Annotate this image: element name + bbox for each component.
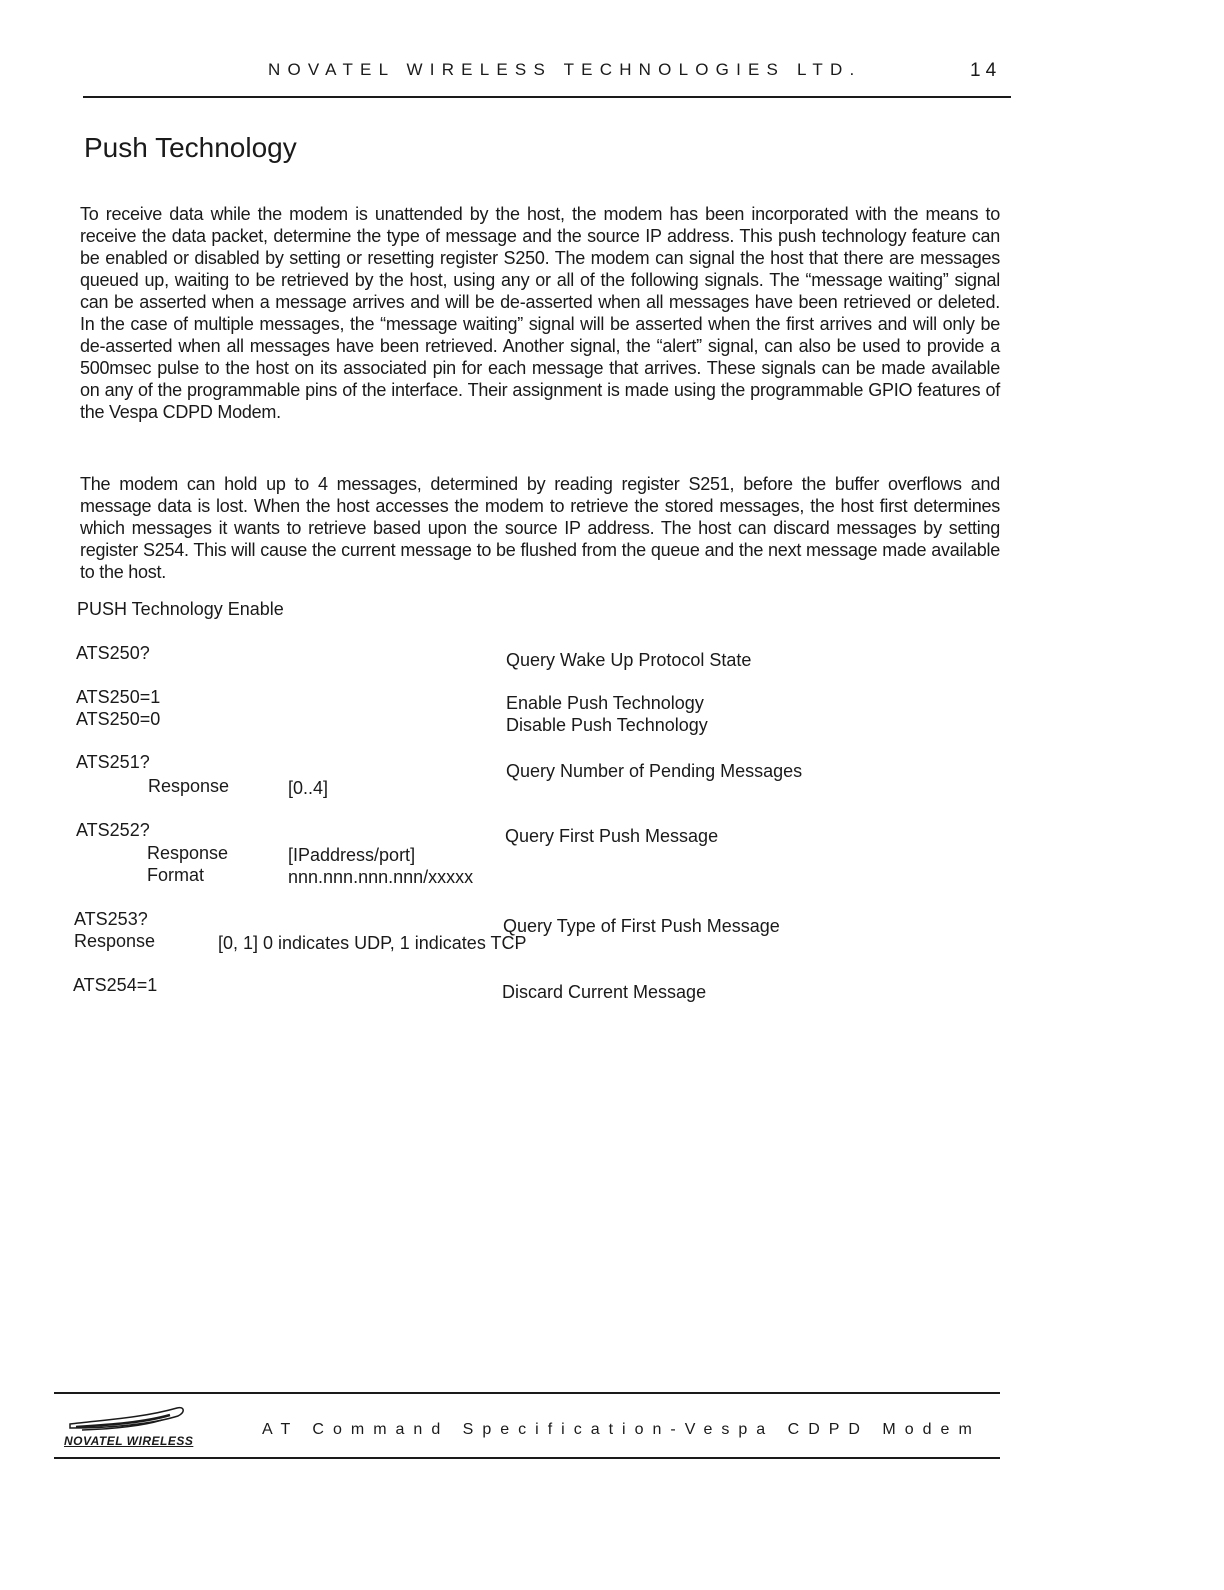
header-company: NOVATEL WIRELESS TECHNOLOGIES LTD. xyxy=(268,60,862,79)
desc-ats254-set: Discard Current Message xyxy=(502,982,707,1002)
page-number: 14 xyxy=(970,60,1002,81)
paragraph-buffer: The modem can hold up to 4 messages, determined by reading register S251, before the buffer overflows and message data is lost. When the host accesses the modem to retrieve the stored messages, the host first determines which messages it wants to retrieve based upon the source IP address. The host can discard messages by setting register S254. This will cause the current message to be flushed from the queue and the next message made available to the host. xyxy=(80,474,1000,582)
cmd-ats250-enable: ATS250=1 xyxy=(76,687,161,707)
desc-ats251-query: Query Number of Pending Messages xyxy=(506,761,803,781)
cmd-ats252-query: ATS252? xyxy=(76,820,150,840)
ats251-response-label: Response xyxy=(148,776,230,796)
cmd-ats251-query: ATS251? xyxy=(76,752,150,772)
footer-rule-top xyxy=(54,1392,1000,1394)
section-title: Push Technology xyxy=(84,132,297,163)
footer-doc-title: AT Command Specification-Vespa CDPD Modem xyxy=(262,1421,981,1438)
ats251-response-value: [0..4] xyxy=(288,778,329,798)
cmd-ats253-query: ATS253? xyxy=(74,909,148,929)
desc-ats252-query: Query First Push Message xyxy=(505,826,719,846)
footer-logo-text: NOVATEL WIRELESS xyxy=(64,1434,194,1448)
ats253-response-label: Response xyxy=(74,931,156,951)
ats252-format-value: nnn.nnn.nnn.nnn/xxxxx xyxy=(288,867,474,887)
footer-rule-bottom xyxy=(54,1457,1000,1459)
ats252-format-label: Format xyxy=(147,865,205,885)
desc-ats250-disable: Disable Push Technology xyxy=(506,715,708,735)
desc-ats250-query: Query Wake Up Protocol State xyxy=(506,650,752,670)
cmd-ats254-set: ATS254=1 xyxy=(73,975,158,995)
ats253-response-value: [0, 1] 0 indicates UDP, 1 indicates TCP xyxy=(218,933,527,953)
desc-ats253-query: Query Type of First Push Message xyxy=(503,916,780,936)
header-rule xyxy=(83,96,1011,98)
commands-heading: PUSH Technology Enable xyxy=(77,599,284,619)
ats252-response-value: [IPaddress/port] xyxy=(288,845,416,865)
paragraph-intro: To receive data while the modem is unattended by the host, the modem has been incorporated with the means to receive the data packet, determine the type of message and the source IP address. This push technology feature can be enabled or disabled by setting or resetting register S250. The modem can signal the host that there are messages queued up, waiting to be retrieved by the host, using any or all of the following signals. The “message waiting” signal can be asserted when a message arrives and will be de-asserted when all messages have been retrieved or deleted. In the case of multiple messages, the “message waiting” signal will be asserted when the first arrives and will only be de-asserted when all messages have been retrieved. Another signal, the “alert” signal, can also be used to provide a 500msec pulse to the host on its associated pin for each message that arrives. These signals can be made available on any of the programmable pins of the interface. Their assignment is made using the programmable GPIO features of the Vespa CDPD Modem. xyxy=(80,204,1000,422)
desc-ats250-enable: Enable Push Technology xyxy=(506,693,704,713)
cmd-ats250-query: ATS250? xyxy=(76,643,150,663)
cmd-ats250-disable: ATS250=0 xyxy=(76,709,161,729)
ats252-response-label: Response xyxy=(147,843,229,863)
